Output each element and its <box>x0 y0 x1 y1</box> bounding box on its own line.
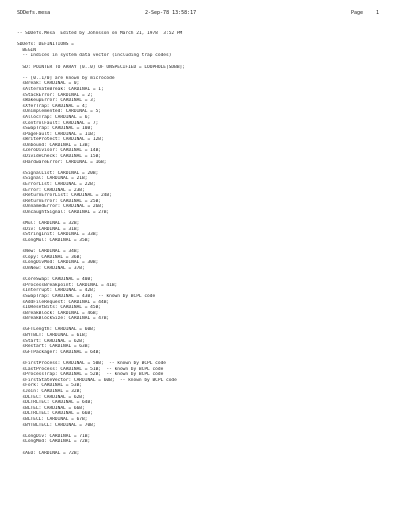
code-line: sBreakBlockSize: CARDINAL = 47B; <box>17 316 110 322</box>
code-line: sBLTECL: CARDINAL = 67B; <box>17 416 88 422</box>
code-line: sNew: CARDINAL = 34B; <box>17 249 80 255</box>
code-line: sControlFault: CARDINAL = 7; <box>17 120 99 126</box>
code-line: sGFTPackager: CARDINAL = 64B; <box>17 349 101 355</box>
code-line: sProcessBreakpoint: CARDINAL = 41B; <box>17 282 118 288</box>
code-line: sStringInit: CARDINAL = 33B; <box>17 232 99 238</box>
code-line: sWakeupError: CARDINAL = 3; <box>17 98 96 104</box>
code-line: sFork: CARDINAL = 53B; <box>17 383 83 389</box>
code-line: sBLTEL: CARDINAL = 66B; <box>17 405 85 411</box>
code-line: sBreak: CARDINAL = 0; <box>17 81 80 87</box>
code-line: sAddFileRequest: CARDINAL = 44B; <box>17 299 110 305</box>
code-line: sLongMod: CARDINAL = 72B; <box>17 439 91 445</box>
code-line: sSwapTrap: CARDINAL = 43B; -- known by BCPL code <box>17 293 156 299</box>
code-line: sAEO: CARDINAL = 72B; <box>17 450 80 456</box>
code-line: sFirstProcess: CARDINAL = 50B; -- known by BCPL code <box>17 361 167 367</box>
code-line: sCoreSwap: CARDINAL = 40B; <box>17 277 93 283</box>
code-line: sUnimplemented: CARDINAL = 5; <box>17 109 101 115</box>
code-line: sAlternateBreak: CARDINAL = 1; <box>17 86 104 92</box>
code-line: sJoin: CARDINAL = 32B; <box>17 389 83 394</box>
header-datetime: 2-Sep-78 13:58:17 <box>145 10 197 16</box>
code-line: sDLTEC: CARDINAL = 62B; <box>17 394 85 400</box>
code-line: SD: POINTER TO ARRAY [0..0) OF UNSPECIFIED = LOOPHOLE[SDBB]; <box>17 64 185 70</box>
code-line: sGFTLength: CARDINAL = 60B; <box>17 327 96 333</box>
code-line: sDLTRLTEL: CARDINAL = 66B; <box>17 411 93 417</box>
code-line: -- Indices in system data vector (including trap codes) <box>17 53 172 59</box>
code-line: sReturnError: CARDINAL = 25B; <box>17 198 101 204</box>
code-line: sPageFault: CARDINAL = 11B; <box>17 131 96 137</box>
code-line: sBreakBlock: CARDINAL = 46B; <box>17 310 99 316</box>
code-line: sLongDiv: CARDINAL = 71B; <box>17 433 91 439</box>
code-line: BEGIN <box>17 47 36 53</box>
code-line: sWriteProtect: CARDINAL = 12B; <box>17 137 104 143</box>
code-line: sSwapTrap: CARDINAL = 10B; <box>17 126 93 132</box>
code-line: sProcessTrap: CARDINAL = 52B; -- known by BCPL code <box>17 372 164 378</box>
code-line: sBYTBLT: CARDINAL = 61B; <box>17 333 88 339</box>
code-line: sLastProcess: CARDINAL = 51B; -- known by BCPL code <box>17 366 164 372</box>
code-line: sStackError: CARDINAL = 2; <box>17 92 93 98</box>
code-line: sSignalList: CARDINAL = 20B; <box>17 170 99 176</box>
code-line: -- [0..1/0] are known by microcode <box>17 75 115 81</box>
code-line: sDLTRLTEC: CARDINAL = 64B; <box>17 400 93 406</box>
header-filename: SDDefs.mesa <box>17 10 51 16</box>
code-line: sZeroDivisor: CARDINAL = 14B; <box>17 148 101 154</box>
code-line: sRestart: CARDINAL = 63B; <box>17 344 91 350</box>
code-line: SDDefs: DEFINITIONS = <box>17 42 74 48</box>
code-line: sCopy: CARDINAL = 36B; <box>17 254 83 260</box>
code-line: sAllocTrap: CARDINAL = 6; <box>17 114 91 120</box>
code-line: sXferTrap: CARDINAL = 4; <box>17 103 88 109</box>
code-line: sHardwareError: CARDINAL = 16B; <box>17 159 107 165</box>
code-line: sInterrupt: CARDINAL = 42B; <box>17 288 96 294</box>
code-line: sUnnamedError: CARDINAL = 26B; <box>17 204 104 210</box>
code-line: sDivideCheck: CARDINAL = 15B; <box>17 154 101 160</box>
code-line: sLongMul: CARDINAL = 35B; <box>17 237 91 243</box>
code-line: sBYTBLTECL: CARDINAL = 70B; <box>17 422 96 428</box>
code-line: sIOResetBits: CARDINAL = 45B; <box>17 305 101 311</box>
code-line: sError: CARDINAL = 23B; <box>17 187 85 193</box>
code-line: sFirstStateVector: CARDINAL = 60B; -- known by BCPL code <box>17 377 177 383</box>
code-line: sLongDivMod: CARDINAL = 30B; <box>17 260 99 266</box>
code-line: sUnNew: CARDINAL = 37B; <box>17 265 85 271</box>
code-listing <box>17 31 393 456</box>
code-line: sMul: CARDINAL = 32B; <box>17 221 80 227</box>
code-line: sUnbound: CARDINAL = 13B; <box>17 142 91 148</box>
code-line: sReturnErrorList: CARDINAL = 24B; <box>17 193 112 199</box>
code-line: sSignal: CARDINAL = 21B; <box>17 176 88 182</box>
code-line: sDiv: CARDINAL = 31B; <box>17 226 80 232</box>
code-line: -- SDDefs.Mesa Edited by Johnsson on March 21, 1978 3:52 PM <box>17 31 183 36</box>
code-line: sErrorList: CARDINAL = 22B; <box>17 182 96 188</box>
header-page-number: 1 <box>376 10 380 16</box>
code-line: sUncaughtSignal: CARDINAL = 27B; <box>17 210 110 215</box>
code-line: sStart: CARDINAL = 62B; <box>17 338 85 344</box>
header-page-label: Page <box>351 10 364 16</box>
